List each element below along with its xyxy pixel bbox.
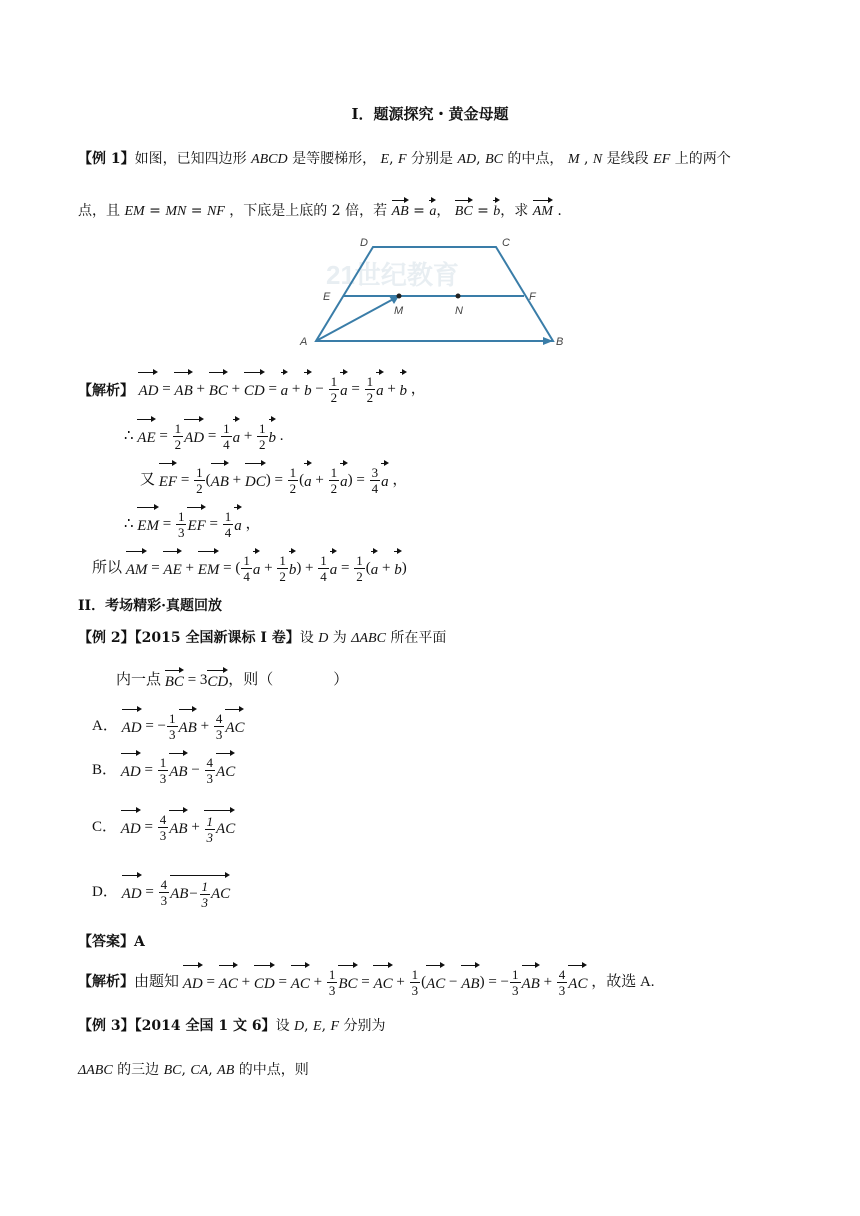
- label-c: C: [502, 237, 510, 249]
- label-m: M: [394, 305, 404, 317]
- trapezoid-figure: [296, 234, 576, 354]
- example-2-line-2: 内一点 BC = 3 CD ，则（ ）: [116, 668, 348, 692]
- solution-label: 【解析】: [78, 383, 134, 399]
- option-c[interactable]: C． AD = $\frac{4}{3}$ AB + $\frac{1}{3}$ AC: [92, 808, 235, 846]
- label-e: E: [323, 291, 331, 303]
- solution-2: 【解析】 由题知 AD = AC + CD = AC + $\frac{1}{3}$ BC = AC + $\frac{1}{3}$ ( AC − AB ) = − $\frac{1}{3}$ AB + $\frac{4}{3}$ AC ，故选 A.: [78, 963, 655, 1001]
- section-title-1: I．题源探究・黄金母题: [351, 105, 509, 123]
- option-a[interactable]: A． AD = − $\frac{1}{3}$ AB + $\frac{4}{3}$ AC: [92, 707, 244, 745]
- label-b: B: [556, 336, 564, 348]
- label-a: A: [300, 336, 308, 348]
- watermark: 21世纪教育: [326, 260, 459, 290]
- point-m: [397, 294, 402, 299]
- example-1-line-2: 点，且 EM = MN = NF ，下底是上底的 2 倍，若 AB = a， BC = b，求 AM .: [78, 198, 562, 222]
- label-n: N: [455, 305, 463, 317]
- option-b[interactable]: B． AD = $\frac{1}{3}$ AB − $\frac{4}{3}$ AC: [92, 751, 235, 789]
- solution-1-line-2: ∴ AE = $\frac{1}{2}$ AD = $\frac{1}{4}$ a + $\frac{1}{2}$ b .: [124, 417, 284, 455]
- option-d[interactable]: D． AD = $\frac{4}{3}$ AB− $\frac{1}{3}$ AC: [92, 873, 230, 911]
- example-3-line-2: ΔABC 的三边 BC, CA, AB 的中点，则: [78, 1062, 309, 1078]
- solution-1-line-1: 【解析】 AD = AB + BC + CD = a + b − $\frac{1}{2}$ a = $\frac{1}{2}$ a + b ，: [78, 370, 426, 408]
- solution-1-line-3: 又 EF = $\frac{1}{2}$ ( AB + DC ) = $\frac{1}{2}$ ( a + $\frac{1}{2}$ a ) = $\frac{3}{4}$ a ，: [140, 461, 407, 499]
- example-3-line-1: 【例 3】【2014 全国 1 文 6】设 D, E, F 分别为: [78, 1018, 386, 1034]
- point-n: [456, 294, 461, 299]
- section-title-2: II．考场精彩·真题回放: [78, 598, 222, 614]
- label-f: F: [529, 291, 536, 303]
- answer-label: 【答案】A: [78, 934, 145, 950]
- example-2-line-1: 【例 2】【2015 全国新课标 I 卷】设 D 为 ΔABC 所在平面: [78, 630, 447, 646]
- solution-1-line-5: 所以 AM = AE + EM = ( $\frac{1}{4}$ a + $\frac{1}{2}$ b ) + $\frac{1}{4}$ a = $\frac{1}{2}$ ( a + b ): [92, 549, 407, 587]
- label-d: D: [360, 237, 368, 249]
- example-1-line-1: 【例 1】如图，已知四边形 ABCD 是等腰梯形， E, F 分别是 AD, BC 的中点， M , N 是线段 EF 上的两个: [78, 151, 731, 167]
- solution-1-line-4: ∴ EM = $\frac{1}{3}$ EF = $\frac{1}{4}$ a ，: [124, 505, 261, 543]
